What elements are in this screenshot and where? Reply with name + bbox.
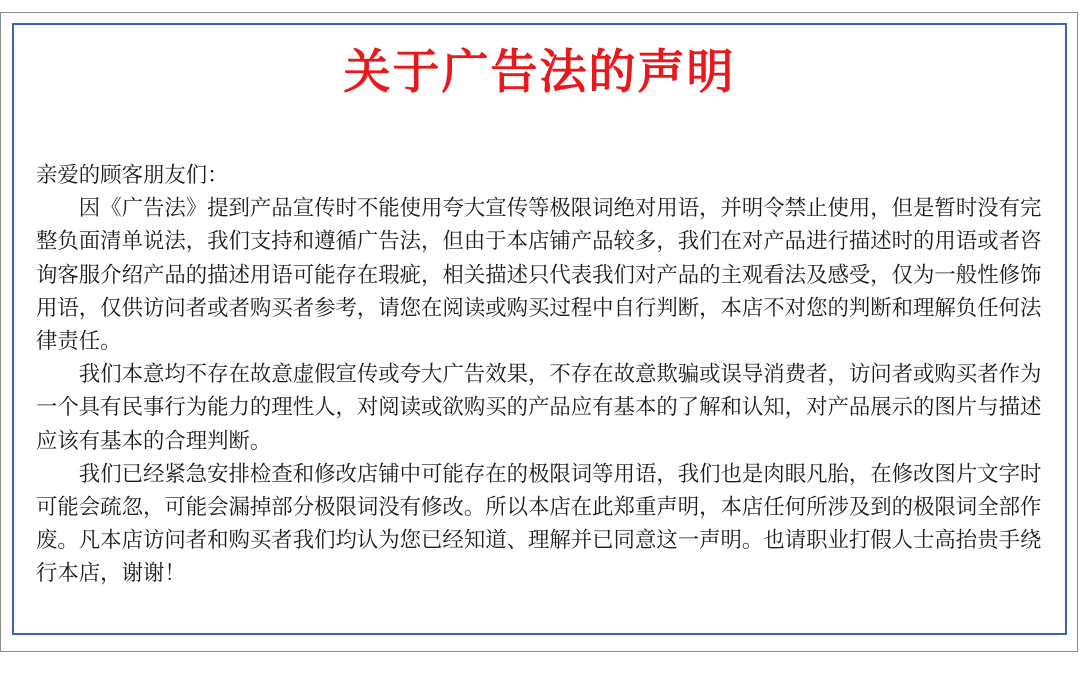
notice-title: 关于广告法的声明 bbox=[343, 45, 736, 100]
paragraph-2: 我们本意均不存在故意虚假宣传或夸大广告效果，不存在故意欺骗或误导消费者，访问者或购买者作为一个具有民事行为能力的理性人，对阅读或欲购买的产品应有基本的了解和认知，对产品展示的图片与描述应该有基本的合理判断。 bbox=[36, 362, 1042, 454]
notice-outer-frame bbox=[0, 12, 1078, 652]
notice-inner-frame bbox=[12, 23, 1067, 635]
notice-body bbox=[36, 159, 1058, 591]
paragraph-3: 我们已经紧急安排检查和修改店铺中可能存在的极限词等用语，我们也是肉眼凡胎，在修改图片文字时可能会疏忽，可能会漏掉部分极限词没有修改。所以本店在此郑重声明，本店任何所涉及到的极限词全部作废。凡本店访问者和购买者我们均认为您已经知道、理解并已同意这一声明。也请职业打假人士高抬贵手绕行本店，谢谢！ bbox=[36, 461, 1042, 587]
greeting: 亲爱的顾客朋友们： bbox=[36, 163, 229, 188]
paragraph-1: 因《广告法》提到产品宣传时不能使用夸大宣传等极限词绝对用语，并明令禁止使用，但是暂时没有完整负面清单说法，我们支持和遵循广告法，但由于本店铺产品较多，我们在对产品进行描述时的用语或者咨询客服介绍产品的描述用语可能存在瑕疵，相关描述只代表我们对产品的主观看法及感受，仅为一般性修饰用语，仅供访问者或者购买者参考，请您在阅读或购买过程中自行判断，本店不对您的判断和理解负任何法律责任。 bbox=[36, 196, 1042, 355]
